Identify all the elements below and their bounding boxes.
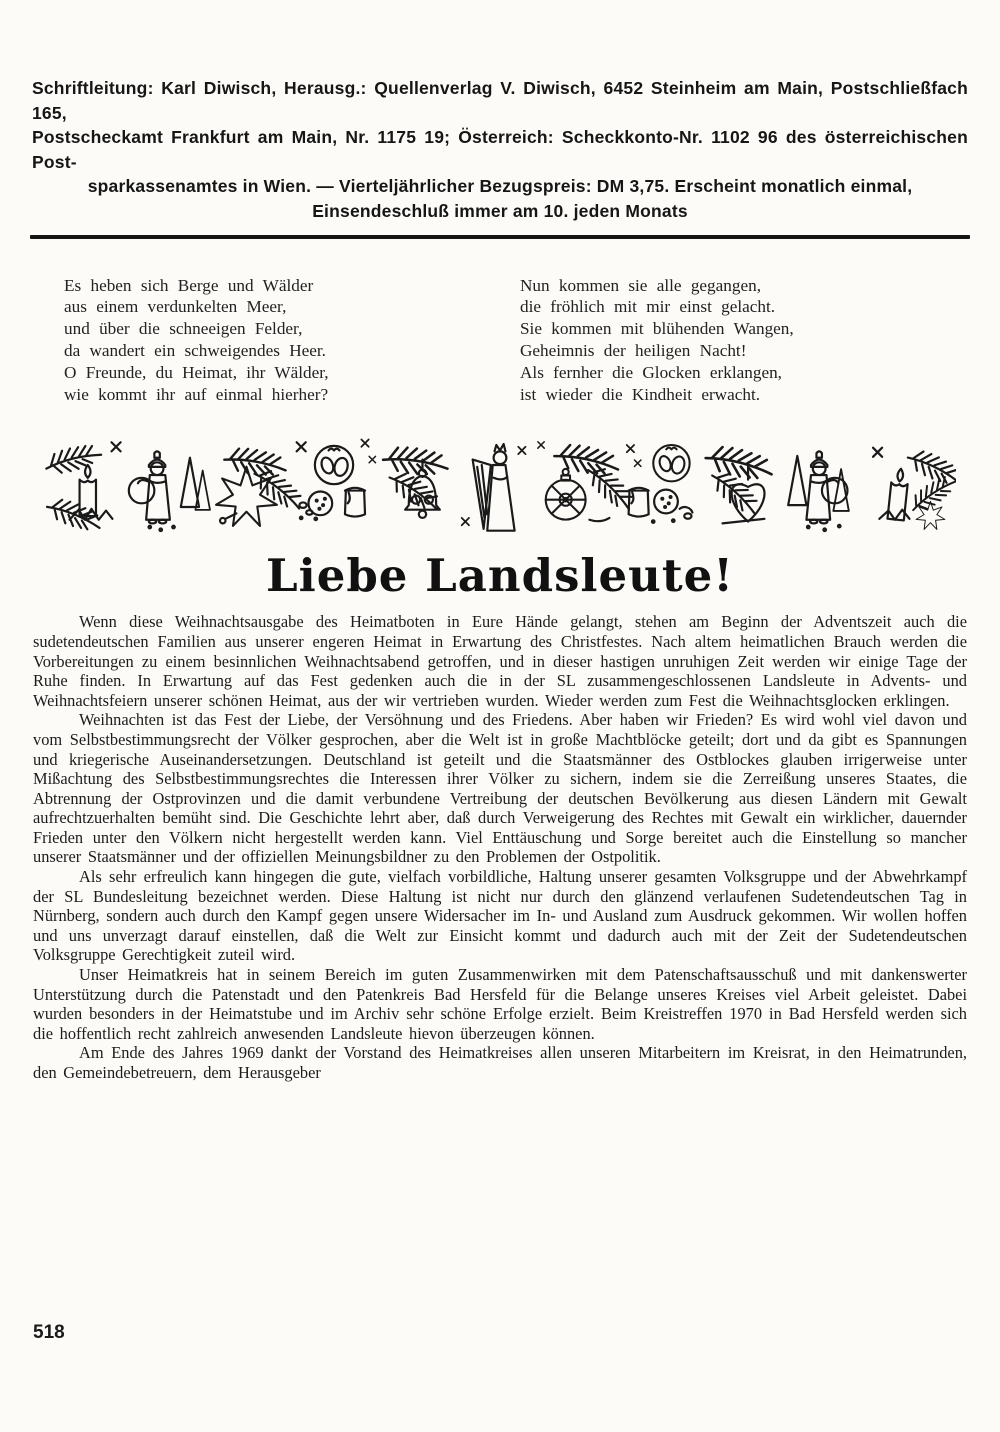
masthead-line: Postscheckamt Frankfurt am Main, Nr. 1175 19; Österreich: Scheckkonto-Nr. 1102 96 des österreichischen Post- bbox=[32, 127, 968, 172]
pretzel-cookies-icon bbox=[297, 440, 376, 521]
candle-icon bbox=[44, 441, 121, 535]
masthead-line: Einsendeschluß immer am 10. jeden Monats bbox=[312, 200, 688, 221]
poem-line: ist wieder die Kindheit erwacht. bbox=[520, 384, 761, 404]
poem-line: da wandert ein schweigendes Heer. bbox=[64, 340, 326, 360]
poem-line: Es heben sich Berge und Wälder bbox=[64, 275, 314, 295]
article-paragraph: Unser Heimatkreis hat in seinem Bereich im guten Zusammenwirken mit dem Patenschaftsausschuß und mit dankenswerter Unterstützung durch die Patenstadt und den Patenkreis Bad Hersfeld für die Belange unseres Kreises viel Arbeit geleistet. Dabei wurden besonders in der Heimatstube und im Archiv sehr schöne Erfolge erzielt. Beim Kreistreffen 1970 in Bad Hersfeld werden sich die hoffentlich recht zahlreich anwesenden Landsleute hievon überzeugen können. bbox=[33, 965, 967, 1043]
poem-column-left bbox=[64, 275, 464, 406]
poem-line: und über die schneeigen Felder, bbox=[64, 319, 303, 339]
bell-icon bbox=[382, 446, 449, 519]
article-paragraph: Wenn diese Weihnachtsausgabe des Heimatboten in Eure Hände gelangt, stehen am Beginn der Adventszeit auch die sudetendeutschen Familien aus unserer engeren Heimat in Erwartung des Christfestes. Nach altem heimatlichen Brauch werden die Vorbereitungen zu einem besinnlichen Weihnachtsabend getroffen, und in dieser hastigen unruhigen Zeit werden wir einige Tage der Ruhe finden. In Erwartung auf das Fest gedenken auch die in der SL zusammengeschlossenen Landsleute in Advents- und Weihnachtsfeiern unserer schönen Heimat, aus der wir vertrieben wurden. Wieder werden zum Fest die Weihnachtsglocken erklingen. bbox=[33, 612, 967, 710]
page-title: Liebe Landsleute! bbox=[265, 549, 735, 603]
star-icon bbox=[216, 446, 308, 526]
angel-icon bbox=[462, 444, 526, 531]
page-number: 518 bbox=[33, 1322, 65, 1343]
masthead bbox=[0, 0, 1000, 224]
poem-line: Geheimnis der heiligen Nacht! bbox=[520, 340, 747, 360]
masthead-line: Schriftleitung: Karl Diwisch, Herausg.: Quellenverlag V. Diwisch, 6452 Steinheim am Main, Postschließfach 165, bbox=[32, 78, 968, 123]
article-paragraph: Als sehr erfreulich kann hingegen die gute, vielfach vorbildliche, Haltung unserer gesamten Volksgruppe und der Abwehrkampf der SL Bundesleitung bezeichnet werden. Diese Haltung ist nicht nur durch den glänzend verlaufenen Sudetendeutschen Tag in Nürnberg, sondern auch durch den Kampf gegen unsere Widersacher im In- und Ausland zum Ausdruck gekommen. Wir wollen hoffen und uns unverzagt darauf einstellen, daß die Welt zur Einsicht kommt und dadurch auch mit der Zeit der Sudetendeutschen Volksgruppe Gerechtigkeit zuteil wird. bbox=[33, 867, 967, 965]
santa-icon bbox=[788, 452, 849, 532]
article-body bbox=[33, 612, 967, 1082]
christmas-ornament-border bbox=[44, 431, 956, 541]
poem-line: Als fernher die Glocken erklangen, bbox=[520, 362, 782, 382]
horizontal-rule bbox=[30, 235, 970, 239]
st-nicholas-icon bbox=[129, 452, 210, 532]
poem bbox=[64, 275, 1000, 406]
masthead-line: sparkassenamtes in Wien. — Vierteljährlicher Bezugspreis: DM 3,75. Erscheint monatlich einmal, bbox=[87, 176, 913, 197]
poem-line: Nun kommen sie alle gegangen, bbox=[520, 275, 761, 295]
cookies-jar-icon bbox=[627, 445, 693, 523]
article-paragraph: Am Ende des Jahres 1969 dankt der Vorstand des Heimatkreises allen unseren Mitarbeitern im Kreisrat, in den Heimatrunden, den Gemeindebetreuern, dem Herausgeber bbox=[33, 1043, 967, 1082]
poem-line: wie kommt ihr auf einmal hierher? bbox=[64, 384, 329, 404]
candle-star-icon bbox=[873, 446, 956, 529]
article-paragraph: Weihnachten ist das Fest der Liebe, der Versöhnung und des Friedens. Aber haben wir Frieden? Es wird wohl viel davon und vom Selbstbestimmungsrecht der Völker gesprochen, aber die Welt ist in große Machtblöcke geteilt; dort und da gibt es Spannungen und kriegerische Auseinandersetzungen. Deutschland ist geteilt und die Staatsmänner des Ostblockes glauben irrigerweise unter Mißachtung des Selbstbestimmungsrechtes die Interessen ihrer Völker zu sichern, indem sie die Zerreißung unseres Staates, die Abtrennung der Ostprovinzen und die damit verbundene Vertreibung der deutschen Bevölkerung aus diesen Ländern mit Gewalt aufrechtzuerhalten bemüht sind. Die Geschichte lehrt aber, daß durch Verweigerung des Rechtes mit Gewalt ein wirklicher, dauernder Frieden unter den Völkern nicht hergestellt werden kann. Viel Enttäuschung und Sorge bereitet auch die Einstellung so mancher unserer Staatsmänner und der offiziellen Meinungsbildner zu den Problemen der Ostpolitik. bbox=[33, 710, 967, 867]
bauble-icon bbox=[538, 442, 639, 522]
poem-column-right bbox=[520, 275, 794, 406]
poem-line: die fröhlich mit mir einst gelacht. bbox=[520, 297, 776, 317]
poem-line: aus einem verdunkelten Meer, bbox=[64, 297, 287, 317]
heart-icon bbox=[703, 443, 775, 523]
poem-line: Sie kommen mit blühenden Wangen, bbox=[520, 319, 794, 339]
poem-line: O Freunde, du Heimat, ihr Wälder, bbox=[64, 362, 329, 382]
